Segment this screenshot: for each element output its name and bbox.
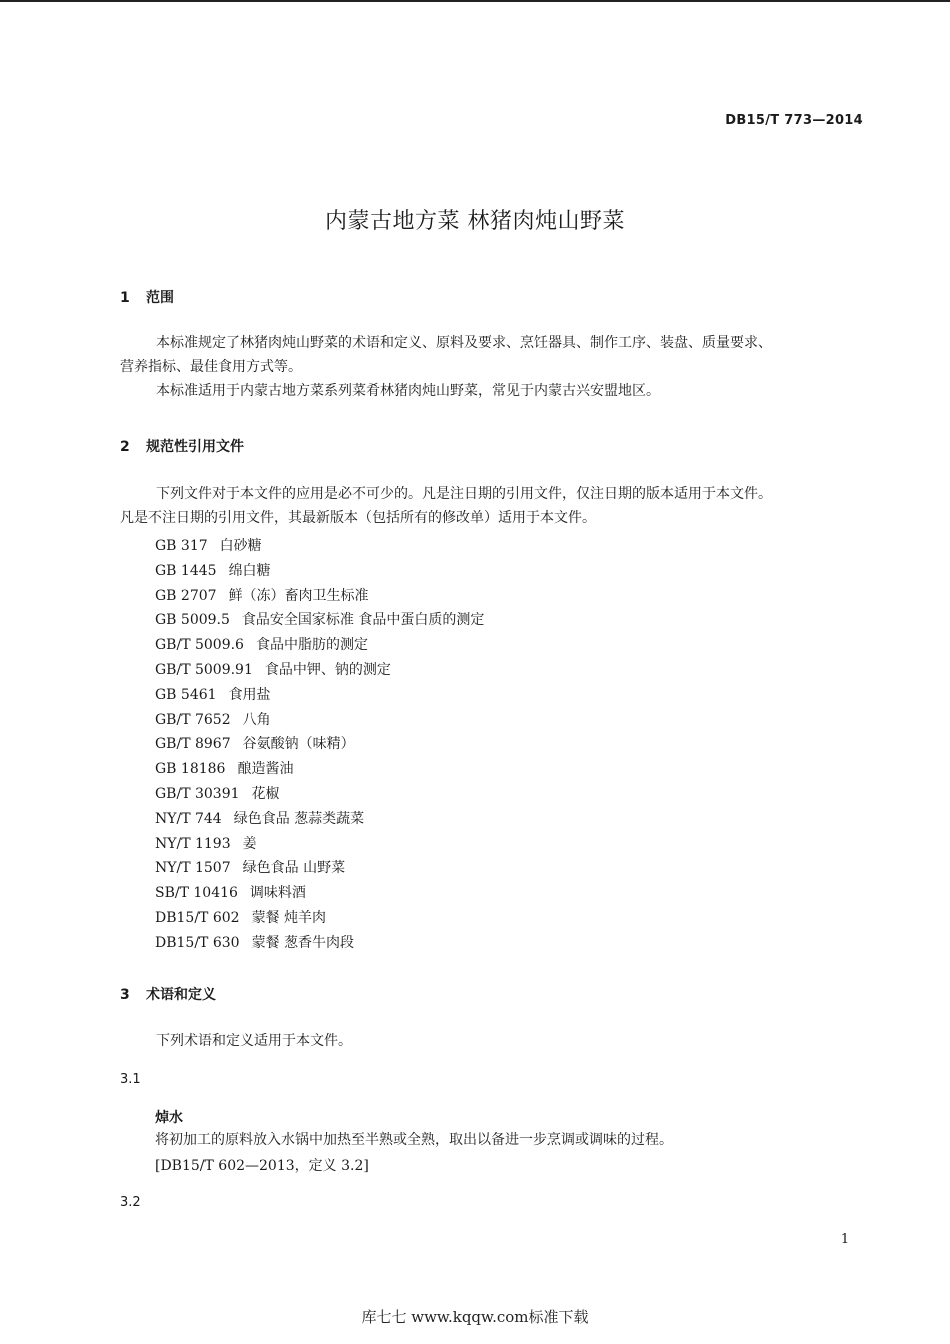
term-3-1-source: [DB15/T 602—2013，定义 3.2]	[155, 1158, 369, 1174]
reference-code: GB 2707	[155, 587, 217, 604]
section-1-body	[120, 331, 865, 403]
section-3-number: 3	[120, 987, 130, 1003]
reference-code: DB15/T 602	[155, 909, 240, 926]
term-3-1-name: 焯水	[155, 1110, 183, 1126]
reference-code: GB/T 8967	[155, 736, 231, 753]
reference-item	[155, 708, 484, 733]
reference-item	[155, 807, 484, 832]
top-border-rule	[0, 0, 950, 2]
reference-code: GB 5009.5	[155, 612, 230, 629]
reference-item	[155, 559, 484, 584]
section-2-intro	[120, 482, 865, 530]
reference-code: GB/T 7652	[155, 711, 231, 728]
reference-title: 花椒	[251, 785, 280, 802]
reference-item	[155, 534, 484, 559]
scope-paragraph-line-2: 营养指标、最佳食用方式等。	[120, 359, 302, 375]
term-3-1-number: 3.1	[120, 1072, 141, 1087]
section-1-heading	[120, 287, 174, 307]
reference-title: 食用盐	[228, 686, 271, 703]
section-2-number: 2	[120, 439, 130, 455]
page-number: 1	[840, 1232, 850, 1247]
reference-title: 姜	[242, 835, 257, 852]
section-3-intro	[120, 1029, 865, 1053]
reference-code: NY/T 1507	[155, 860, 231, 877]
reference-code: DB15/T 630	[155, 934, 240, 951]
reference-code: NY/T 1193	[155, 835, 231, 852]
reference-item	[155, 931, 484, 956]
reference-item	[155, 633, 484, 658]
reference-item	[155, 658, 484, 683]
reference-item	[155, 608, 484, 633]
reference-title: 鲜（冻）畜肉卫生标准	[228, 587, 369, 604]
term-3-1-definition: 将初加工的原料放入水锅中加热至半熟或全熟，取出以备进一步烹调或调味的过程。	[155, 1132, 673, 1148]
reference-title: 蒙餐 炖羊肉	[251, 909, 327, 926]
reference-title: 谷氨酸钠（味精）	[242, 736, 355, 753]
reference-item	[155, 732, 484, 757]
reference-code: GB/T 30391	[155, 785, 240, 802]
section-3-title: 术语和定义	[146, 987, 216, 1003]
reference-code: NY/T 744	[155, 810, 222, 827]
reference-item	[155, 856, 484, 881]
document-title: 内蒙古地方菜 林猪肉炖山野菜	[325, 209, 625, 234]
reference-title: 食品安全国家标准 食品中蛋白质的测定	[241, 612, 485, 629]
reference-title: 八角	[242, 711, 271, 728]
reference-code: GB/T 5009.6	[155, 637, 244, 654]
scope-paragraph-line-1: 本标准规定了林猪肉炖山野菜的术语和定义、原料及要求、烹饪器具、制作工序、装盘、质量要求、	[156, 335, 772, 351]
reference-title: 食品中钾、钠的测定	[264, 661, 391, 678]
section-1-title: 范围	[146, 290, 174, 306]
reference-title: 蒙餐 葱香牛肉段	[251, 934, 355, 951]
document-code: DB15/T 773—2014	[725, 113, 863, 128]
references-intro-line-2: 凡是不注日期的引用文件，其最新版本（包括所有的修改单）适用于本文件。	[120, 510, 596, 526]
reference-item	[155, 881, 484, 906]
reference-code: SB/T 10416	[155, 885, 238, 902]
reference-item	[155, 832, 484, 857]
reference-code: GB 18186	[155, 761, 226, 778]
reference-code: GB 1445	[155, 562, 217, 579]
reference-item	[155, 906, 484, 931]
reference-item	[155, 584, 484, 609]
terms-intro: 下列术语和定义适用于本文件。	[156, 1033, 352, 1049]
reference-item	[155, 782, 484, 807]
references-intro-line-1: 下列文件对于本文件的应用是必不可少的。凡是注日期的引用文件，仅注日期的版本适用于本文件。	[156, 486, 772, 502]
term-3-2-number: 3.2	[120, 1195, 141, 1210]
reference-title: 白砂糖	[219, 538, 262, 554]
reference-item	[155, 683, 484, 708]
reference-item	[155, 757, 484, 782]
reference-code: GB 5461	[155, 686, 217, 703]
reference-code: GB/T 5009.91	[155, 661, 253, 678]
reference-title: 绵白糖	[228, 562, 271, 579]
reference-title: 酿造酱油	[237, 761, 294, 778]
reference-title: 绿色食品 葱蒜类蔬菜	[233, 810, 365, 827]
scope-paragraph-2: 本标准适用于内蒙古地方菜系列菜肴林猪肉炖山野菜，常见于内蒙古兴安盟地区。	[156, 383, 660, 399]
reference-title: 食品中脂肪的测定	[255, 637, 368, 654]
normative-references-list	[155, 534, 484, 956]
section-3-heading	[120, 984, 216, 1004]
reference-code: GB 317	[155, 538, 208, 554]
section-1-number: 1	[120, 290, 130, 306]
site-watermark: 库七七 www.kqqw.com标准下载	[361, 1308, 589, 1326]
reference-title: 调味料酒	[249, 885, 306, 902]
section-2-title: 规范性引用文件	[146, 439, 244, 455]
reference-title: 绿色食品 山野菜	[242, 860, 346, 877]
section-2-heading	[120, 436, 244, 456]
